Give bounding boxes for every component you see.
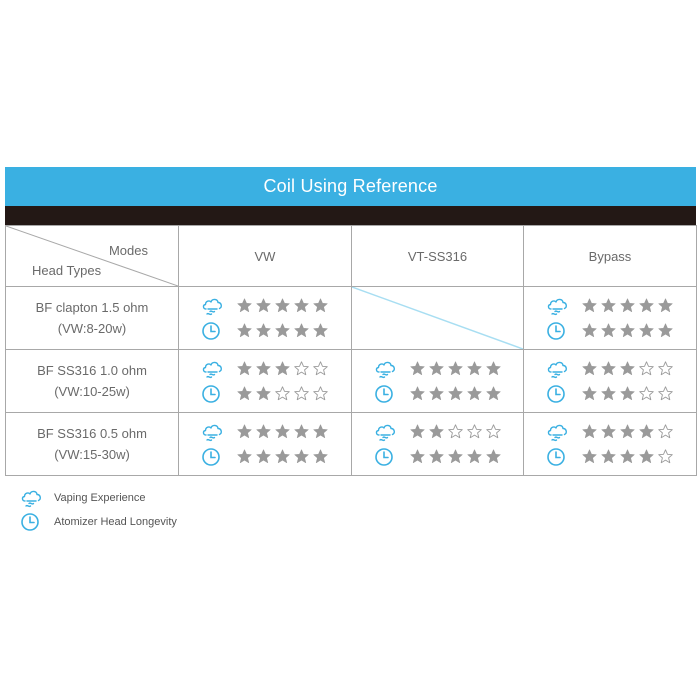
star-filled-icon	[294, 424, 309, 439]
star-filled-icon	[275, 298, 290, 313]
star-filled-icon	[601, 361, 616, 376]
rating-cell	[179, 413, 352, 476]
table-row	[6, 413, 697, 476]
star-filled-icon	[237, 449, 252, 464]
star-filled-icon	[275, 449, 290, 464]
cloud-icon	[546, 359, 572, 379]
rating-cell	[352, 413, 524, 476]
rating-block	[352, 422, 523, 467]
vaping-rating	[546, 422, 696, 442]
star-rating	[237, 298, 328, 313]
cloud-icon	[374, 359, 400, 379]
star-filled-icon	[658, 323, 673, 338]
cloud-icon	[546, 296, 572, 316]
longevity-rating	[201, 447, 351, 467]
cloud-icon	[546, 422, 572, 442]
star-rating	[582, 323, 673, 338]
star-empty-icon	[294, 386, 309, 401]
star-filled-icon	[237, 323, 252, 338]
star-filled-icon	[582, 424, 597, 439]
star-rating	[582, 424, 673, 439]
star-empty-icon	[658, 424, 673, 439]
star-rating	[582, 386, 673, 401]
star-filled-icon	[620, 386, 635, 401]
head-type-name: BF SS316 1.0 ohm	[37, 363, 147, 378]
longevity-rating	[546, 384, 696, 404]
vaping-rating	[546, 296, 696, 316]
longevity-rating	[546, 447, 696, 467]
cloud-icon	[201, 422, 227, 442]
vaping-rating	[374, 359, 523, 379]
star-filled-icon	[294, 449, 309, 464]
clock-icon	[201, 384, 227, 404]
star-filled-icon	[448, 386, 463, 401]
vaping-rating	[201, 296, 351, 316]
star-filled-icon	[313, 298, 328, 313]
star-filled-icon	[582, 298, 597, 313]
header-row	[6, 226, 697, 287]
longevity-rating	[374, 384, 523, 404]
star-empty-icon	[448, 424, 463, 439]
clock-icon	[20, 512, 46, 532]
rating-block	[179, 359, 351, 404]
star-filled-icon	[313, 424, 328, 439]
star-filled-icon	[313, 323, 328, 338]
star-filled-icon	[294, 298, 309, 313]
head-type-name: BF SS316 0.5 ohm	[37, 426, 147, 441]
star-empty-icon	[658, 361, 673, 376]
head-types-label: Head Types	[32, 263, 102, 278]
table-row	[6, 350, 697, 413]
star-filled-icon	[410, 386, 425, 401]
star-filled-icon	[467, 386, 482, 401]
star-filled-icon	[256, 361, 271, 376]
legend-label: Vaping Experience	[54, 492, 146, 504]
star-filled-icon	[582, 386, 597, 401]
longevity-rating	[201, 321, 351, 341]
star-empty-icon	[658, 386, 673, 401]
vaping-rating	[201, 422, 351, 442]
star-filled-icon	[256, 449, 271, 464]
cloud-icon	[20, 488, 46, 508]
star-filled-icon	[237, 361, 252, 376]
clock-icon	[546, 447, 572, 467]
star-filled-icon	[294, 323, 309, 338]
clock-icon	[201, 447, 227, 467]
head-type-cell	[6, 287, 179, 350]
star-rating	[410, 449, 501, 464]
star-filled-icon	[601, 298, 616, 313]
head-type-cell	[6, 350, 179, 413]
legend-item-vaping	[20, 487, 177, 509]
dark-divider-bar	[5, 206, 696, 225]
rating-cell	[352, 350, 524, 413]
rating-block	[179, 422, 351, 467]
star-rating	[237, 449, 328, 464]
star-filled-icon	[639, 323, 654, 338]
clock-icon	[546, 321, 572, 341]
star-filled-icon	[429, 386, 444, 401]
star-filled-icon	[448, 361, 463, 376]
star-filled-icon	[237, 386, 252, 401]
star-empty-icon	[486, 424, 501, 439]
longevity-rating	[374, 447, 523, 467]
clock-icon	[546, 384, 572, 404]
star-filled-icon	[639, 298, 654, 313]
vaping-rating	[546, 359, 696, 379]
star-rating	[237, 386, 328, 401]
star-empty-icon	[313, 386, 328, 401]
rating-block	[524, 296, 696, 341]
longevity-rating	[546, 321, 696, 341]
coil-reference-table	[5, 167, 696, 476]
star-rating	[582, 361, 673, 376]
rating-block	[179, 296, 351, 341]
table-row	[6, 287, 697, 350]
star-filled-icon	[620, 424, 635, 439]
star-filled-icon	[256, 298, 271, 313]
head-type-range: (VW:10-25w)	[54, 384, 130, 399]
star-filled-icon	[582, 449, 597, 464]
star-filled-icon	[639, 449, 654, 464]
table-body	[6, 287, 697, 476]
star-filled-icon	[658, 298, 673, 313]
star-empty-icon	[658, 449, 673, 464]
star-filled-icon	[275, 361, 290, 376]
legend-label: Atomizer Head Longevity	[54, 516, 177, 528]
head-type-cell	[6, 413, 179, 476]
star-rating	[582, 449, 673, 464]
star-filled-icon	[313, 449, 328, 464]
star-filled-icon	[467, 361, 482, 376]
star-rating	[237, 323, 328, 338]
star-filled-icon	[256, 323, 271, 338]
star-filled-icon	[429, 449, 444, 464]
star-filled-icon	[582, 323, 597, 338]
column-header-vt-ss316: VT-SS316	[352, 226, 524, 287]
head-type-range: (VW:15-30w)	[54, 447, 130, 462]
star-rating	[237, 424, 328, 439]
star-rating	[410, 386, 501, 401]
star-filled-icon	[601, 323, 616, 338]
cloud-icon	[201, 359, 227, 379]
star-filled-icon	[639, 424, 654, 439]
star-filled-icon	[601, 424, 616, 439]
column-header-vw: VW	[179, 226, 352, 287]
star-filled-icon	[467, 449, 482, 464]
modes-label: Modes	[108, 243, 148, 258]
star-filled-icon	[601, 449, 616, 464]
legend	[20, 487, 177, 535]
star-filled-icon	[410, 361, 425, 376]
star-filled-icon	[448, 449, 463, 464]
star-filled-icon	[486, 361, 501, 376]
star-filled-icon	[620, 323, 635, 338]
star-filled-icon	[620, 449, 635, 464]
not-applicable-cell	[352, 287, 524, 350]
rating-block	[524, 422, 696, 467]
clock-icon	[374, 384, 400, 404]
star-empty-icon	[467, 424, 482, 439]
star-filled-icon	[429, 361, 444, 376]
cloud-icon	[374, 422, 400, 442]
corner-header-cell	[6, 226, 179, 287]
star-rating	[237, 361, 328, 376]
star-rating	[410, 424, 501, 439]
star-filled-icon	[237, 424, 252, 439]
rating-cell	[524, 287, 697, 350]
head-type-range: (VW:8-20w)	[57, 321, 127, 336]
clock-icon	[201, 321, 227, 341]
star-empty-icon	[294, 361, 309, 376]
star-filled-icon	[601, 386, 616, 401]
star-empty-icon	[639, 386, 654, 401]
column-header-bypass: Bypass	[524, 226, 697, 287]
cloud-icon	[201, 296, 227, 316]
rating-block	[352, 359, 523, 404]
rating-cell	[524, 413, 697, 476]
star-empty-icon	[313, 361, 328, 376]
star-filled-icon	[237, 298, 252, 313]
star-filled-icon	[620, 298, 635, 313]
star-rating	[582, 298, 673, 313]
rating-cell	[524, 350, 697, 413]
legend-item-longevity	[20, 511, 177, 533]
star-filled-icon	[582, 361, 597, 376]
longevity-rating	[201, 384, 351, 404]
star-filled-icon	[410, 424, 425, 439]
rating-cell	[179, 287, 352, 350]
clock-icon	[374, 447, 400, 467]
star-filled-icon	[256, 424, 271, 439]
star-empty-icon	[639, 361, 654, 376]
not-applicable-line	[352, 287, 523, 349]
star-filled-icon	[275, 424, 290, 439]
vaping-rating	[374, 422, 523, 442]
rating-block	[524, 359, 696, 404]
vaping-rating	[201, 359, 351, 379]
star-filled-icon	[410, 449, 425, 464]
star-filled-icon	[429, 424, 444, 439]
star-filled-icon	[256, 386, 271, 401]
reference-grid	[5, 225, 697, 476]
star-filled-icon	[275, 323, 290, 338]
rating-cell	[179, 350, 352, 413]
star-filled-icon	[486, 386, 501, 401]
table-title: Coil Using Reference	[5, 167, 696, 206]
head-type-name: BF clapton 1.5 ohm	[35, 300, 149, 315]
star-filled-icon	[620, 361, 635, 376]
star-filled-icon	[486, 449, 501, 464]
star-empty-icon	[275, 386, 290, 401]
star-rating	[410, 361, 501, 376]
